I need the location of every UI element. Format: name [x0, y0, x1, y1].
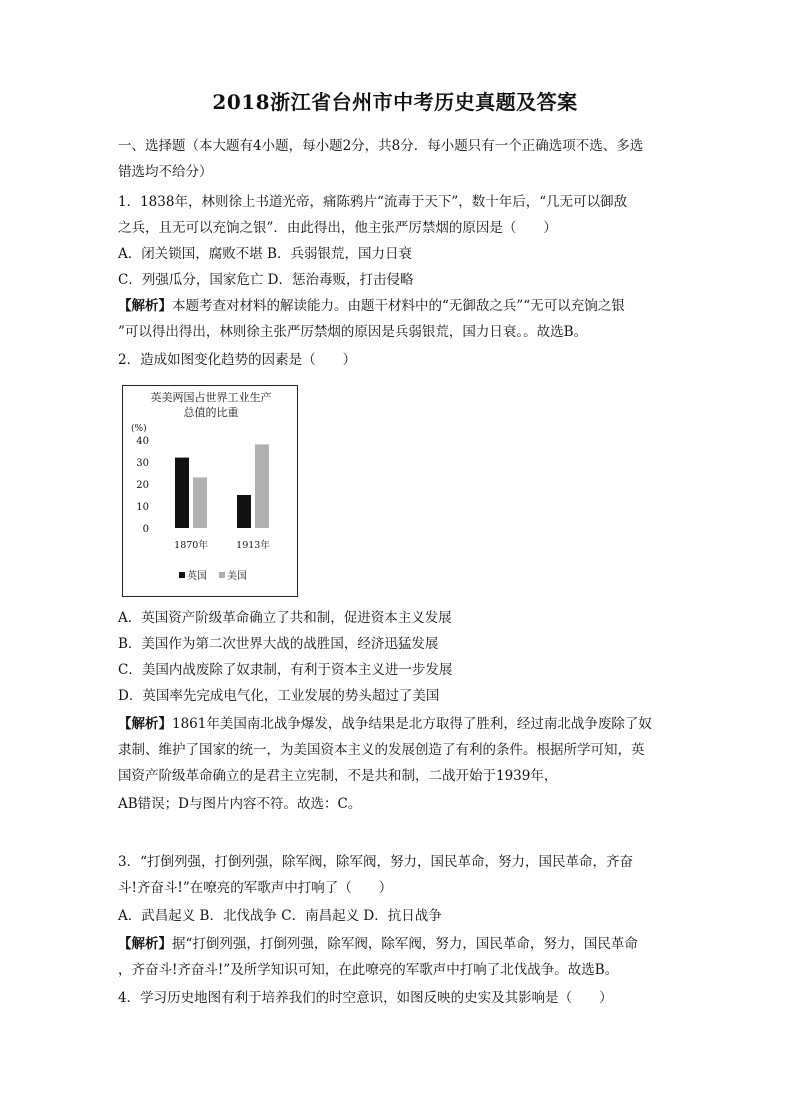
y-tick-label: 0 — [142, 524, 149, 535]
q2-analysis-line4: AB错误；D与图片内容不符。故选：C。 — [118, 796, 362, 812]
chart-title-line1: 英美两国占世界工业生产 — [150, 391, 272, 404]
analysis-text: 本题考查对材料的解读能力。由题干材料中的“无御敌之兵”“无可以充饷之银 — [172, 298, 625, 314]
legend-label: 英国 — [187, 571, 207, 582]
q2-option-d: D．英国率先完成电气化，工业发展的势头超过了美国 — [118, 688, 440, 704]
q3-stem-line2: 斗!齐奋斗!”在嘹亮的军歌声中打响了（ ） — [118, 880, 393, 896]
section-heading-line1: 一、选择题（本大题有4小题，每小题2分，共8分．每小题只有一个正确选项不选、多选 — [118, 138, 644, 154]
q3-analysis-line2: ，齐奋斗!齐奋斗!”及所学知识可知，在此嘹亮的军歌声中打响了北伐战争。故选B。 — [118, 962, 619, 978]
legend-swatch — [179, 572, 185, 578]
q1-options-ab: A．闭关锁国，腐败不堪 B．兵弱银荒，国力日衰 — [118, 246, 412, 262]
bar-us-0 — [193, 477, 207, 528]
y-tick-label: 20 — [136, 480, 149, 491]
q2-option-b: B．美国作为第二次世界大战的战胜国，经济迅猛发展 — [118, 636, 439, 652]
x-category-label: 1870年 — [174, 540, 208, 551]
q1-stem-line2: 之兵，且无可以充饷之银”．由此得出，他主张严厉禁烟的原因是（ ） — [118, 220, 557, 236]
chart-title-line2: 总值的比重 — [183, 406, 239, 419]
y-axis-unit-label: (%) — [131, 424, 147, 434]
q1-options-cd: C．列强瓜分，国家危亡 D．惩治毒贩，打击侵略 — [118, 272, 414, 288]
y-tick-label: 30 — [136, 458, 149, 469]
chart-canvas — [123, 386, 299, 598]
analysis-label: 【解析】 — [118, 936, 172, 952]
x-category-label: 1913年 — [236, 540, 270, 551]
q1-analysis-line2: ”可以得出得出，林则徐主张严厉禁烟的原因是兵弱银荒，国力日衰。。故选B。 — [118, 324, 588, 340]
analysis-text: 1861年美国南北战争爆发，战争结果是北方取得了胜利，经过南北战争废除了奴 — [172, 716, 652, 732]
q3-analysis-line1 — [118, 934, 678, 954]
page-title: 2018浙江省台州市中考历史真题及答案 — [212, 90, 578, 114]
legend-label: 美国 — [227, 571, 247, 582]
q2-analysis-line3: 国资产阶级革命确立的是君主立宪制，不是共和制，二战开始于1939年， — [118, 768, 558, 784]
bar-uk-0 — [175, 458, 189, 528]
y-tick-label: 40 — [136, 436, 149, 447]
q3-stem-line1: 3．“打倒列强，打倒列强，除军阀，除军阀，努力，国民革命，努力，国民革命，齐奋 — [118, 854, 633, 870]
q3-options: A．武昌起义 B．北伐战争 C．南昌起义 D．抗日战争 — [118, 908, 442, 924]
analysis-label: 【解析】 — [118, 298, 172, 314]
q2-analysis-line2: 隶制、维护了国家的统一，为美国资本主义的发展创造了有利的条件。根据所学可知，英 — [118, 742, 645, 758]
q2-option-a: A．英国资产阶级革命确立了共和制，促进资本主义发展 — [118, 610, 452, 626]
q2-option-c: C．美国内战废除了奴隶制，有利于资本主义进一步发展 — [118, 662, 453, 678]
analysis-text: 据“打倒列强，打倒列强，除军阀，除军阀，努力，国民革命，努力，国民革命 — [172, 936, 638, 952]
q2-analysis-line1 — [118, 714, 678, 734]
q4-stem: 4．学习历史地图有利于培养我们的时空意识，如图反映的史实及其影响是（ ） — [118, 990, 613, 1006]
q2-stem: 2．造成如图变化趋势的因素是（ ） — [118, 352, 357, 368]
bar-uk-1 — [237, 495, 251, 528]
q1-stem-line1: 1．1838年，林则徐上书道光帝，痛陈鸦片“流毒于天下”，数十年后，“几无可以御敌 — [118, 194, 628, 210]
bar-chart — [122, 385, 298, 597]
q1-analysis-line1 — [118, 296, 678, 316]
bar-us-1 — [255, 444, 269, 528]
legend-swatch — [219, 572, 225, 578]
analysis-label: 【解析】 — [118, 716, 172, 732]
y-tick-label: 10 — [136, 502, 149, 513]
section-heading-line2: 错选均不给分） — [118, 164, 213, 180]
